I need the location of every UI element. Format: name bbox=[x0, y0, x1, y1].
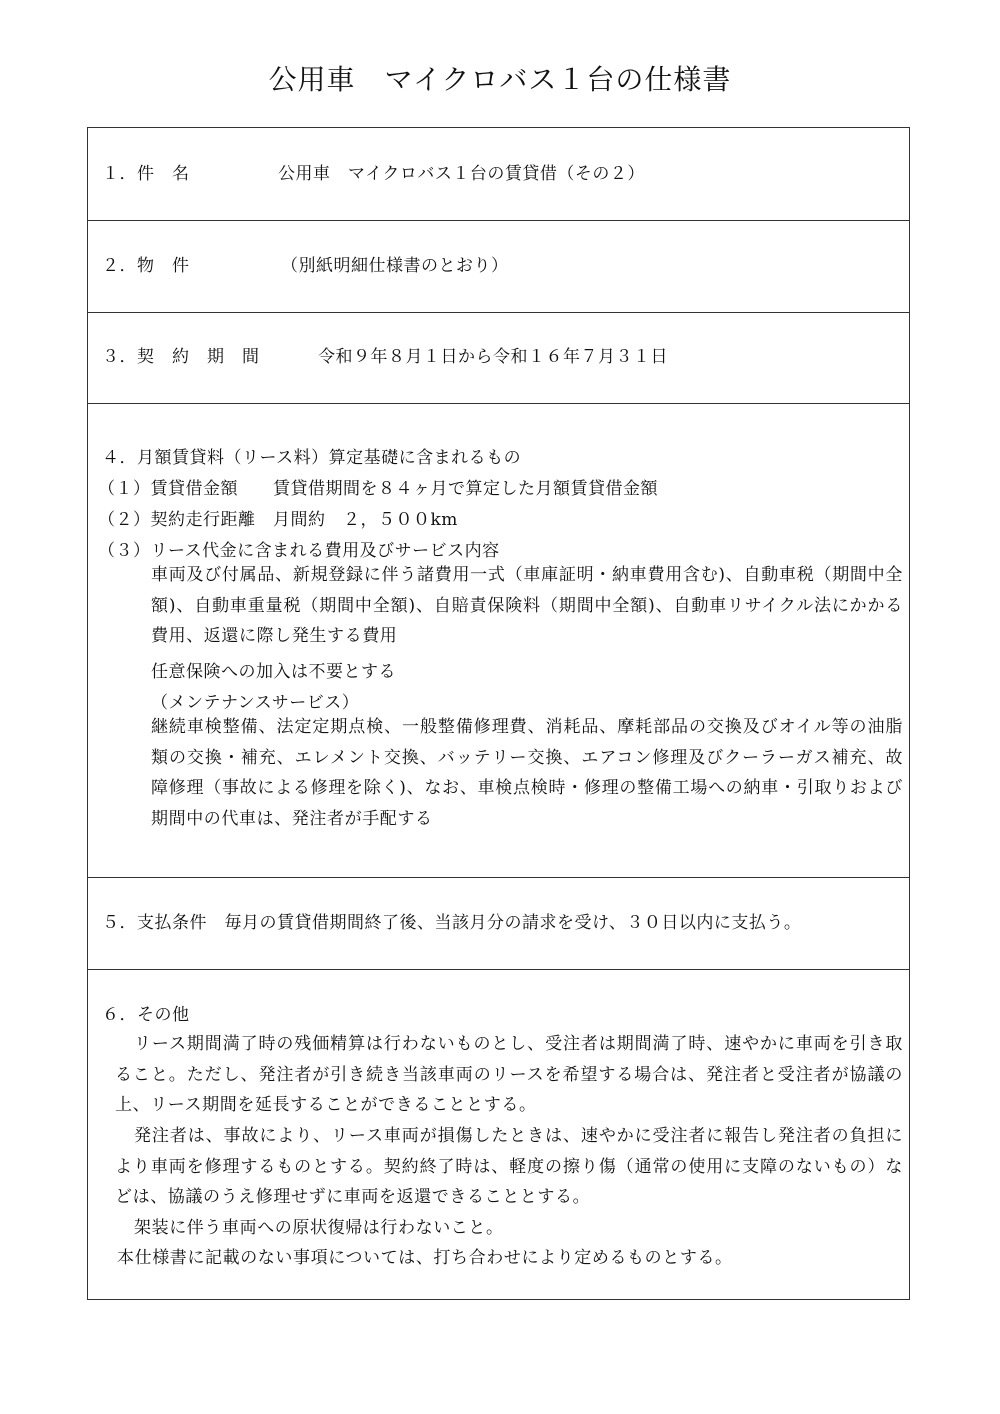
maintenance-body: 継続車検整備、法定定期点検、一般整備修理費、消耗品、摩耗部品の交換及びオイル等の油脂類の交換・補充、エレメント交換、バッテリー交換、エアコン修理及びクーラーガス補充、故障修理（事故による修理を除く)、なお、車検点検時・修理の整備工場への納車・引取りおよび期間中の代車は、発注者が手配する bbox=[151, 717, 903, 829]
section-item-name bbox=[88, 128, 909, 220]
property-label: ２．物 件 bbox=[102, 256, 190, 276]
item-name-value: 公用車 マイクロバス１台の賃貸借（その２） bbox=[278, 164, 645, 184]
rent-item-mileage: （２）契約走行距離 月間約 ２，５００km bbox=[98, 510, 458, 530]
rent-item-services: （３）リース代金に含まれる費用及びサービス内容 bbox=[98, 541, 500, 561]
section-payment-terms bbox=[88, 877, 909, 969]
document-title: 公用車 マイクロバス１台の仕様書 bbox=[268, 63, 732, 96]
other-paragraph-restoration: 架装に伴う車両への原状復帰は行わないこと。 bbox=[134, 1218, 504, 1238]
other-paragraph-damage: 発注者は、事故により、リース車両が損傷したときは、速やかに受注者に報告し発注者の負担により車両を修理するものとする。契約終了時は、軽度の擦り傷（通常の使用に支障のないもの）などは、協議のうえ修理せずに車両を返還できることとする。 bbox=[115, 1126, 903, 1207]
maintenance-heading: （メンテナンスサービス） bbox=[151, 693, 360, 713]
section-monthly-rent bbox=[88, 403, 909, 877]
contract-period-value: 令和９年８月１日から令和１６年７月３１日 bbox=[318, 347, 668, 367]
included-costs-text: 車両及び付属品、新規登録に伴う諸費用一式（車庫証明・納車費用含む)、自動車税（期間中全額)、自動車重量税（期間中全額)、自賠責保険料（期間中全額)、自動車リサイクル法にかかる費用、返還に際し発生する費用 bbox=[151, 565, 903, 646]
rent-item-amount: （１）賃貸借金額 賃貸借期間を８４ヶ月で算定した月額賃貸借金額 bbox=[98, 479, 658, 499]
section-contract-period bbox=[88, 312, 909, 403]
insurance-note: 任意保険への加入は不要とする bbox=[151, 662, 396, 682]
other-paragraph-consultation: 本仕様書に記載のない事項については、打ち合わせにより定めるものとする。 bbox=[117, 1248, 733, 1268]
contract-period-label: ３．契 約 期 間 bbox=[102, 347, 260, 367]
property-value: （別紙明細仕様書のとおり） bbox=[281, 256, 509, 276]
monthly-rent-heading: ４．月額賃貸料（リース料）算定基礎に含まれるもの bbox=[102, 448, 522, 468]
section-other bbox=[88, 969, 909, 1299]
other-heading: ６．その他 bbox=[102, 1005, 190, 1025]
payment-terms-text: ５．支払条件 毎月の賃貸借期間終了後、当該月分の請求を受け、３０日以内に支払う。 bbox=[102, 913, 802, 933]
section-property bbox=[88, 220, 909, 312]
other-paragraph-residual: リース期間満了時の残価精算は行わないものとし、受注者は期間満了時、速やかに車両を引き取ること。ただし、発注者が引き続き当該車両のリースを希望する場合は、発注者と受注者が協議の上、リース期間を延長することができることとする。 bbox=[115, 1034, 903, 1115]
item-name-label: １．件 名 bbox=[102, 164, 190, 184]
spec-table bbox=[87, 127, 910, 1300]
